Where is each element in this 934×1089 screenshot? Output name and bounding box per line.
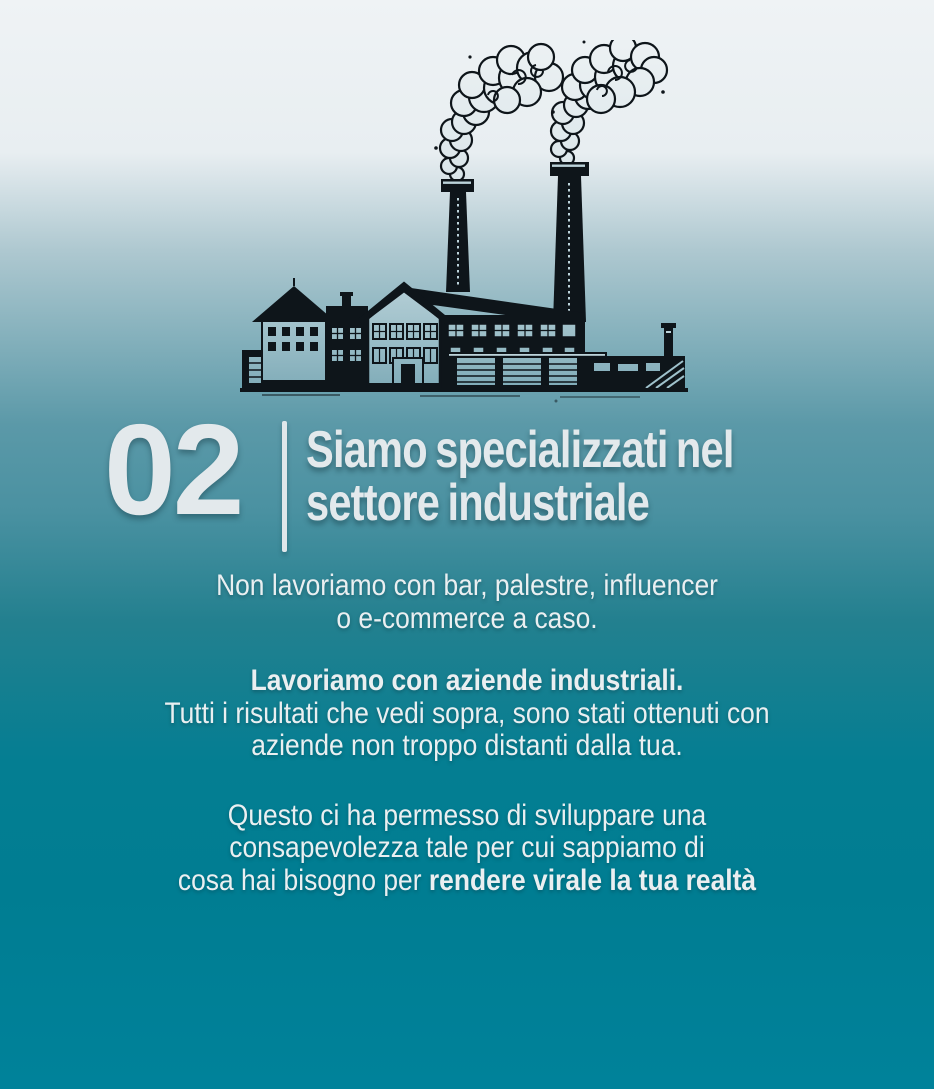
section-title-line-1: Siamo specializzati nel <box>306 421 734 479</box>
factory-left-house <box>252 278 336 388</box>
factory-connector-block <box>326 292 368 388</box>
paragraph-2-line-3: aziende non troppo distanti dalla tua. <box>251 729 683 762</box>
section-number: 02 <box>104 398 242 542</box>
smoke-plume-left-icon <box>440 44 563 181</box>
ground-shadow <box>240 388 688 403</box>
paragraph-3 <box>56 800 878 898</box>
paragraph-1-line-2: o e-commerce a caso. <box>336 601 598 635</box>
section-title <box>306 421 734 532</box>
smoke-plume-right-icon <box>551 40 667 165</box>
title-divider <box>282 421 287 552</box>
factory-garage-front <box>447 352 607 390</box>
chimney-left <box>441 179 474 292</box>
body-copy <box>56 570 878 897</box>
paragraph-3-line-3 <box>56 865 878 898</box>
paragraph-2-line-2: Tutti i risultati che vedi sopra, sono stati ottenuti con <box>164 696 770 730</box>
paragraph-3-line-3-regular: cosa hai bisogno per <box>177 863 422 897</box>
section-title-line-2: settore industriale <box>306 474 650 532</box>
paragraph-3-line-1: Questo ci ha permesso di sviluppare una <box>227 798 707 832</box>
factory-right-annex <box>585 323 685 390</box>
factory-illustration <box>235 40 695 405</box>
paragraph-2-bold-line: Lavoriamo con aziende industriali. <box>250 664 684 697</box>
paragraph-2 <box>56 665 878 763</box>
paragraph-3-line-2: consapevolezza tale per cui sappiamo di <box>229 831 705 864</box>
chimney-right <box>550 162 589 322</box>
paragraph-3-line-3-bold: rendere virale la tua realtà <box>428 863 757 897</box>
paragraph-1 <box>56 570 878 635</box>
paragraph-1-line-1: Non lavoriamo con bar, palestre, influencer <box>216 569 718 602</box>
